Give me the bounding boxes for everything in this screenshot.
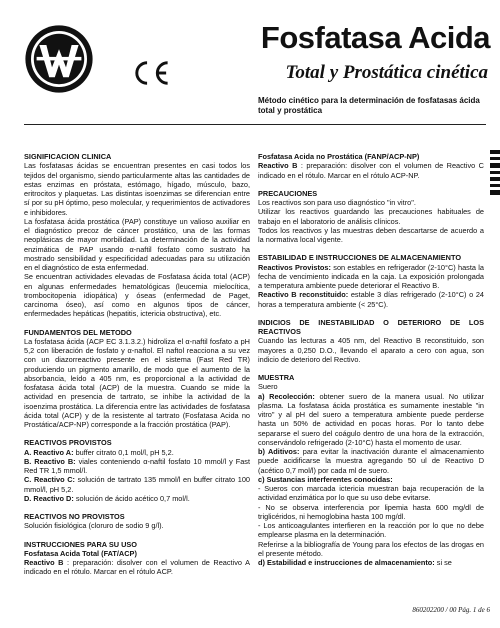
right-column: [258, 152, 484, 567]
left-column: [24, 152, 250, 577]
paragraph: [258, 484, 484, 503]
paragraph-text: : preparación: disolver con el volumen de Reactivo A indicado en el rótulo. Marcar en el rótulo ACP.: [24, 558, 250, 577]
header-divider: [24, 124, 486, 125]
paragraph-text: Utilizar los reactivos guardando las precauciones habituales de trabajo en el laboratorio de análisis clínicos.: [258, 207, 484, 226]
paragraph-text: Las fosfatasas ácidas se encuentran presentes en casi todos los tejidos del organismo, siendo particularmente altas las cantidades de estas enzimas en próstata, estómago, hígado, músculo, bazo, eritrocitos y plaquetas. Las distintas isoenzimas se diferencian entre sí por su pH óptimo, peso molecular, y requerimientos de activadores e inhibidores.: [24, 161, 250, 217]
paragraph: [258, 226, 484, 245]
section-heading: ESTABILIDAD E INSTRUCCIONES DE ALMACENAMIENTO: [258, 253, 462, 263]
paragraph-label: d) Estabilidad e instrucciones de almacenamiento:: [258, 558, 435, 567]
paragraph: [258, 447, 484, 475]
paragraph-text: La fosfatasa ácida (ACP EC 3.1.3.2.) hidroliza el α-naftil fosfato a pH 5,2 con liberación de fosfato y α-naftol. El naftol reacciona a su vez con un diazorreactivo presente en el sistema (Fast Red TR) produciendo un pigmento amarillo, de modo que el aumento de la absorbancia, leído a 405 nm, es proporcional a la actividad de fosfatasa ácida total (ACP) de la muestra. Cuando se mide la actividad en presencia de tartrato, se inhibe la actividad de la isoenzima prostática. La diferencia entre las actividades de fosfatasa ácida total (ACP) y de la resistente al tartrato (Fosfatasa Acida no Prostática/ACP-NP) corresponde a la fracción prostática (PAP).: [24, 336, 250, 429]
paragraph-text: para evitar la inactivación durante el almacenamiento puede acidificarse la muestra agregando 50 ul de Reactivo D (acético 0,7 mol/l) por cada ml de suero.: [258, 447, 484, 475]
paragraph: [24, 457, 250, 476]
paragraph-text: La fosfatasa ácida prostática (PAP) constituye un valioso auxiliar en el diagnóstico precoz de cáncer prostático, una de las formas neoplásicas de mayor morbilidad. La determinación de la actividad enzimática de PAP usando α-naftil fosfato como sustrato ha mostrado sensibilidad y especificidad adecuadas para su utilización en el diagnóstico de esta enfermedad.: [24, 216, 250, 272]
paragraph: [258, 475, 484, 484]
paragraph: [258, 540, 484, 559]
section-heading: MUESTRA: [258, 373, 295, 382]
spacer: [24, 319, 250, 328]
section-heading: REACTIVOS NO PROVISTOS: [24, 512, 125, 521]
paragraph-text: solución de tartrato 135 mmol/l en buffer citrato 100 mmol/l, pH 5,2.: [24, 475, 251, 494]
paragraph: [24, 521, 250, 530]
paragraph-label: D. Reactivo D:: [24, 493, 74, 503]
paragraph: [258, 207, 484, 226]
paragraph-text: Referirse a la bibliografía de Young para los efectos de las drogas en el presente método.: [258, 539, 484, 558]
paragraph: [24, 217, 250, 273]
paragraph: [24, 337, 250, 430]
paragraph-label: b) Aditivos:: [258, 447, 300, 456]
spacer: [24, 429, 250, 438]
spacer: [24, 531, 250, 540]
spacer: [24, 503, 250, 512]
paragraph: [24, 494, 250, 503]
paragraph: [258, 392, 484, 448]
paragraph-text: : preparación: disolver con el volumen de Reactivo C indicado en el rótulo. Marcar en el rótulo ACP-NP.: [258, 161, 484, 180]
product-description: Método cinético para la determinación de fosfatasas ácida total y prostática: [258, 96, 480, 115]
paragraph: [258, 263, 484, 291]
paragraph: [24, 272, 250, 318]
section-heading: INDICIOS DE INESTABILIDAD O DETERIORO DE LOS REACTIVOS: [258, 317, 484, 336]
ce-mark-icon: [128, 58, 172, 88]
paragraph-label: c) Sustancias interferentes conocidas:: [258, 474, 393, 484]
paragraph: [258, 382, 484, 391]
paragraph-label: Reactivos Provistos:: [258, 262, 331, 272]
product-subtitle: Total y Prostática cinética: [285, 62, 488, 83]
paragraph-text: son estables en refrigerador (2-10°C) hasta la fecha de vencimiento indicada en la caja. La exposición prolongada a temperatura ambiente puede deteriorar el Reactivo B.: [258, 262, 485, 290]
paragraph-text: Solución fisiológica (cloruro de sodio 9 g/l).: [24, 521, 164, 531]
spacer: [258, 180, 484, 189]
paragraph-text: solución de ácido acético 0,7 mol/l.: [75, 493, 190, 503]
paragraph-text: Todos los reactivos y las muestras deben descartarse de acuerdo a la normativa local vigente.: [258, 225, 484, 244]
paragraph-text: Los reactivos son para uso diagnóstico "in vitro".: [258, 198, 416, 207]
paragraph-text: - No se observa interferencia por lipemia hasta 600 mg/dl de triglicéridos, ni hemoglobina hasta 100 mg/dl.: [258, 502, 484, 521]
paragraph-text: si se: [436, 558, 452, 567]
paragraph-label: B. Reactivo B:: [24, 456, 76, 466]
paragraph-text: estable 3 días refrigerado (2-10°C) o 24 horas a temperatura ambiente (< 25°C).: [258, 290, 484, 309]
paragraph-text: Se encuentran actividades elevadas de Fosfatasa ácida total (ACP) en algunas enfermedades hematológicas (leucemia mielocítica, trombocitopenia idiopática) y óseas (enfermedad de Paget, carcinoma óseo), así como en algunos tipos de cáncer, enfermedades hepáticas (hepatitis, ictericia obstructiva), etc.: [24, 272, 250, 319]
paragraph: [258, 558, 484, 567]
section-heading: PRECAUCIONES: [258, 188, 318, 198]
paragraph-label: Reactivo B reconstituido:: [258, 290, 349, 300]
section-heading: SIGNIFICACION CLINICA: [24, 152, 112, 161]
paragraph: [258, 290, 484, 309]
spacer: [258, 364, 484, 373]
paragraph: [258, 503, 484, 522]
spacer: [258, 244, 484, 253]
paragraph-label: Reactivo B: [258, 161, 298, 171]
side-barcode-icon: [490, 150, 500, 198]
paragraph: [258, 336, 484, 364]
paragraph-text: buffer citrato 0,1 mol/l, pH 5,2.: [75, 447, 174, 457]
paragraph: [24, 475, 250, 494]
product-title: Fosfatasa Acida: [260, 20, 490, 55]
section-heading: Fosfatasa Acida Total (FAT/ACP): [24, 548, 137, 558]
paragraph: [258, 198, 484, 207]
paragraph-text: viales conteniendo α-naftil fosfato 10 mmol/l y Fast Red TR 1,5 mmol/l.: [24, 456, 250, 475]
paragraph-text: Cuando las lecturas a 405 nm, del Reactivo B reconstituido, son mayores a 0,250 D.O., llevando el aparato a cero con agua, son indicio de deterioro del Rectivo.: [258, 336, 484, 364]
paragraph-text: - Sueros con marcada ictericia muestran baja recuperación de la actividad enzimática por lo que su uso debe evitarse.: [258, 484, 484, 503]
paragraph-label: a) Recolección:: [258, 391, 315, 401]
page-footer: 860202200 / 00 Pág. 1 de 6: [412, 606, 490, 614]
section-heading: FUNDAMENTOS DEL METODO: [24, 327, 132, 337]
paragraph: [24, 448, 250, 457]
paragraph: [24, 161, 250, 217]
section-heading: Fosfatasa Acida no Prostática (FANP/ACP-NP): [258, 152, 420, 161]
paragraph: [258, 161, 484, 180]
section-heading: REACTIVOS PROVISTOS: [24, 438, 112, 448]
paragraph-text: obtener suero de la manera usual. No utilizar plasma. La fosfatasa ácida prostática es sumamente inestable "in vitro" y al pH del suero a temperatura ambiente puede perderse hasta un 50% de actividad en pocas horas. Por lo tanto debe separarse el suero del coágulo dentro de una hora de la extracción, conservándolo refrigerado (2-10°C) hasta el momento de usar.: [258, 391, 484, 447]
paragraph-text: Suero: [258, 382, 278, 392]
paragraph-label: A. Reactivo A:: [24, 447, 74, 457]
paragraph: [258, 521, 484, 540]
paragraph-label: Reactivo B: [24, 558, 64, 567]
spacer: [258, 309, 484, 318]
wiener-lab-logo-icon: [24, 24, 94, 94]
paragraph: [24, 558, 250, 577]
section-heading: INSTRUCCIONES PARA SU USO: [24, 539, 138, 549]
paragraph-label: C. Reactivo C:: [24, 475, 75, 485]
paragraph-text: - Los anticoagulantes interfieren en la reacción por lo que no debe emplearse plasma en la determinación.: [258, 521, 484, 540]
